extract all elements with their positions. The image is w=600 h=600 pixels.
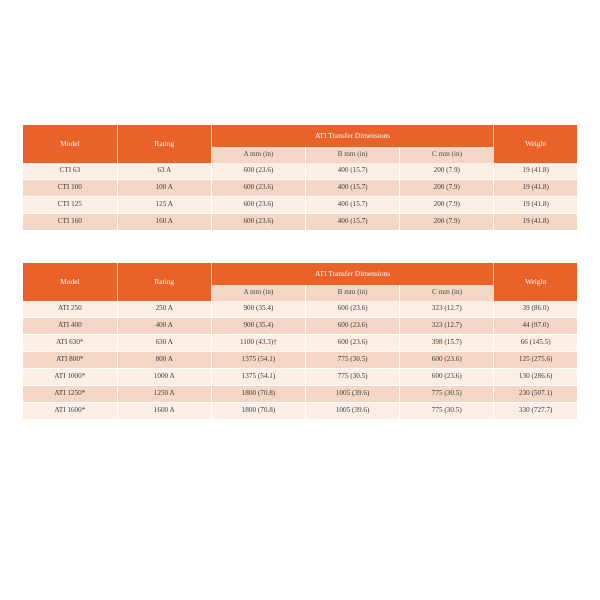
- cell-model: ATI 250: [23, 301, 117, 318]
- cell-a: 1800 (70.8): [211, 403, 305, 420]
- cell-rating: 125 A: [117, 197, 211, 214]
- cell-c: 398 (15.7): [400, 335, 494, 352]
- ati-spec-table: [23, 263, 577, 420]
- table-row: [23, 180, 577, 197]
- cell-model: ATI 1600*: [23, 403, 117, 420]
- cell-weight: 44 (97.0): [494, 318, 577, 335]
- subheader-b: B mm (in): [306, 285, 400, 301]
- table-spacer: [23, 231, 577, 263]
- table-row: [23, 335, 577, 352]
- table-header-row: [23, 263, 577, 285]
- cell-a: 600 (23.6): [211, 180, 305, 197]
- cell-model: ATI 1000*: [23, 369, 117, 386]
- cell-a: 900 (35.4): [211, 318, 305, 335]
- cell-rating: 100 A: [117, 180, 211, 197]
- cell-c: 200 (7.9): [400, 163, 494, 180]
- cell-model: CTI 100: [23, 180, 117, 197]
- table-row: [23, 352, 577, 369]
- cell-b: 600 (23.6): [306, 301, 400, 318]
- cell-rating: 1250 A: [117, 386, 211, 403]
- subheader-b: B mm (in): [306, 147, 400, 163]
- cell-c: 775 (30.5): [400, 386, 494, 403]
- subheader-c: C mm (in): [400, 285, 494, 301]
- cell-c: 200 (7.9): [400, 214, 494, 231]
- cell-a: 600 (23.6): [211, 197, 305, 214]
- cell-model: ATI 400: [23, 318, 117, 335]
- table-header-row: [23, 125, 577, 147]
- cell-a: 1375 (54.1): [211, 352, 305, 369]
- subheader-a: A mm (in): [211, 285, 305, 301]
- cell-model: CTI 63: [23, 163, 117, 180]
- cell-b: 600 (23.6): [306, 318, 400, 335]
- cell-rating: 630 A: [117, 335, 211, 352]
- table-row: [23, 163, 577, 180]
- header-rating: Rating: [117, 125, 211, 163]
- table-row: [23, 403, 577, 420]
- cell-a: 600 (23.6): [211, 163, 305, 180]
- cell-rating: 800 A: [117, 352, 211, 369]
- cell-rating: 160 A: [117, 214, 211, 231]
- subheader-c: C mm (in): [400, 147, 494, 163]
- cell-weight: 19 (41.8): [494, 214, 577, 231]
- header-dimensions: ATI Transfer Dimensions: [211, 125, 494, 147]
- cti-spec-table: [23, 125, 577, 231]
- cell-weight: 66 (145.5): [494, 335, 577, 352]
- cell-a: 1375 (54.1): [211, 369, 305, 386]
- cell-c: 775 (30.5): [400, 403, 494, 420]
- subheader-a: A mm (in): [211, 147, 305, 163]
- cell-c: 323 (12.7): [400, 301, 494, 318]
- cti-table-body: [23, 163, 577, 231]
- cell-c: 600 (23.6): [400, 352, 494, 369]
- table-row: [23, 214, 577, 231]
- header-dimensions: ATI Transfer Dimensions: [211, 263, 494, 285]
- header-model: Model: [23, 125, 117, 163]
- cell-weight: 39 (86.0): [494, 301, 577, 318]
- cell-weight: 19 (41.8): [494, 197, 577, 214]
- cell-b: 775 (30.5): [306, 352, 400, 369]
- cell-weight: 19 (41.8): [494, 180, 577, 197]
- cell-c: 200 (7.9): [400, 197, 494, 214]
- cell-b: 400 (15.7): [306, 180, 400, 197]
- cell-c: 323 (12.7): [400, 318, 494, 335]
- table-row: [23, 301, 577, 318]
- cell-rating: 250 A: [117, 301, 211, 318]
- cell-b: 400 (15.7): [306, 214, 400, 231]
- header-model: Model: [23, 263, 117, 301]
- cell-weight: 125 (275.6): [494, 352, 577, 369]
- cell-model: CTI 160: [23, 214, 117, 231]
- cell-model: CTI 125: [23, 197, 117, 214]
- ati-table-body: [23, 301, 577, 420]
- header-weight: Weight: [494, 263, 577, 301]
- table-row: [23, 369, 577, 386]
- cell-b: 400 (15.7): [306, 197, 400, 214]
- cell-rating: 1600 A: [117, 403, 211, 420]
- cell-b: 1005 (39.6): [306, 403, 400, 420]
- cell-weight: 230 (507.1): [494, 386, 577, 403]
- cell-rating: 400 A: [117, 318, 211, 335]
- cell-weight: 330 (727.7): [494, 403, 577, 420]
- cell-model: ATI 800*: [23, 352, 117, 369]
- header-weight: Weight: [494, 125, 577, 163]
- table-row: [23, 197, 577, 214]
- spec-tables-container: [23, 125, 577, 420]
- cell-a: 900 (35.4): [211, 301, 305, 318]
- cell-weight: 130 (286.6): [494, 369, 577, 386]
- cell-weight: 19 (41.8): [494, 163, 577, 180]
- cell-c: 200 (7.9): [400, 180, 494, 197]
- cell-b: 775 (30.5): [306, 369, 400, 386]
- cell-b: 600 (23.6): [306, 335, 400, 352]
- table-row: [23, 318, 577, 335]
- cell-rating: 63 A: [117, 163, 211, 180]
- cell-model: ATI 630*: [23, 335, 117, 352]
- cell-a: 600 (23.6): [211, 214, 305, 231]
- cell-model: ATI 1250*: [23, 386, 117, 403]
- header-rating: Rating: [117, 263, 211, 301]
- table-row: [23, 386, 577, 403]
- cell-b: 400 (15.7): [306, 163, 400, 180]
- cell-c: 600 (23.6): [400, 369, 494, 386]
- cell-rating: 1000 A: [117, 369, 211, 386]
- cell-a: 1800 (70.8): [211, 386, 305, 403]
- cell-a: 1100 (43.3)†: [211, 335, 305, 352]
- cell-b: 1005 (39.6): [306, 386, 400, 403]
